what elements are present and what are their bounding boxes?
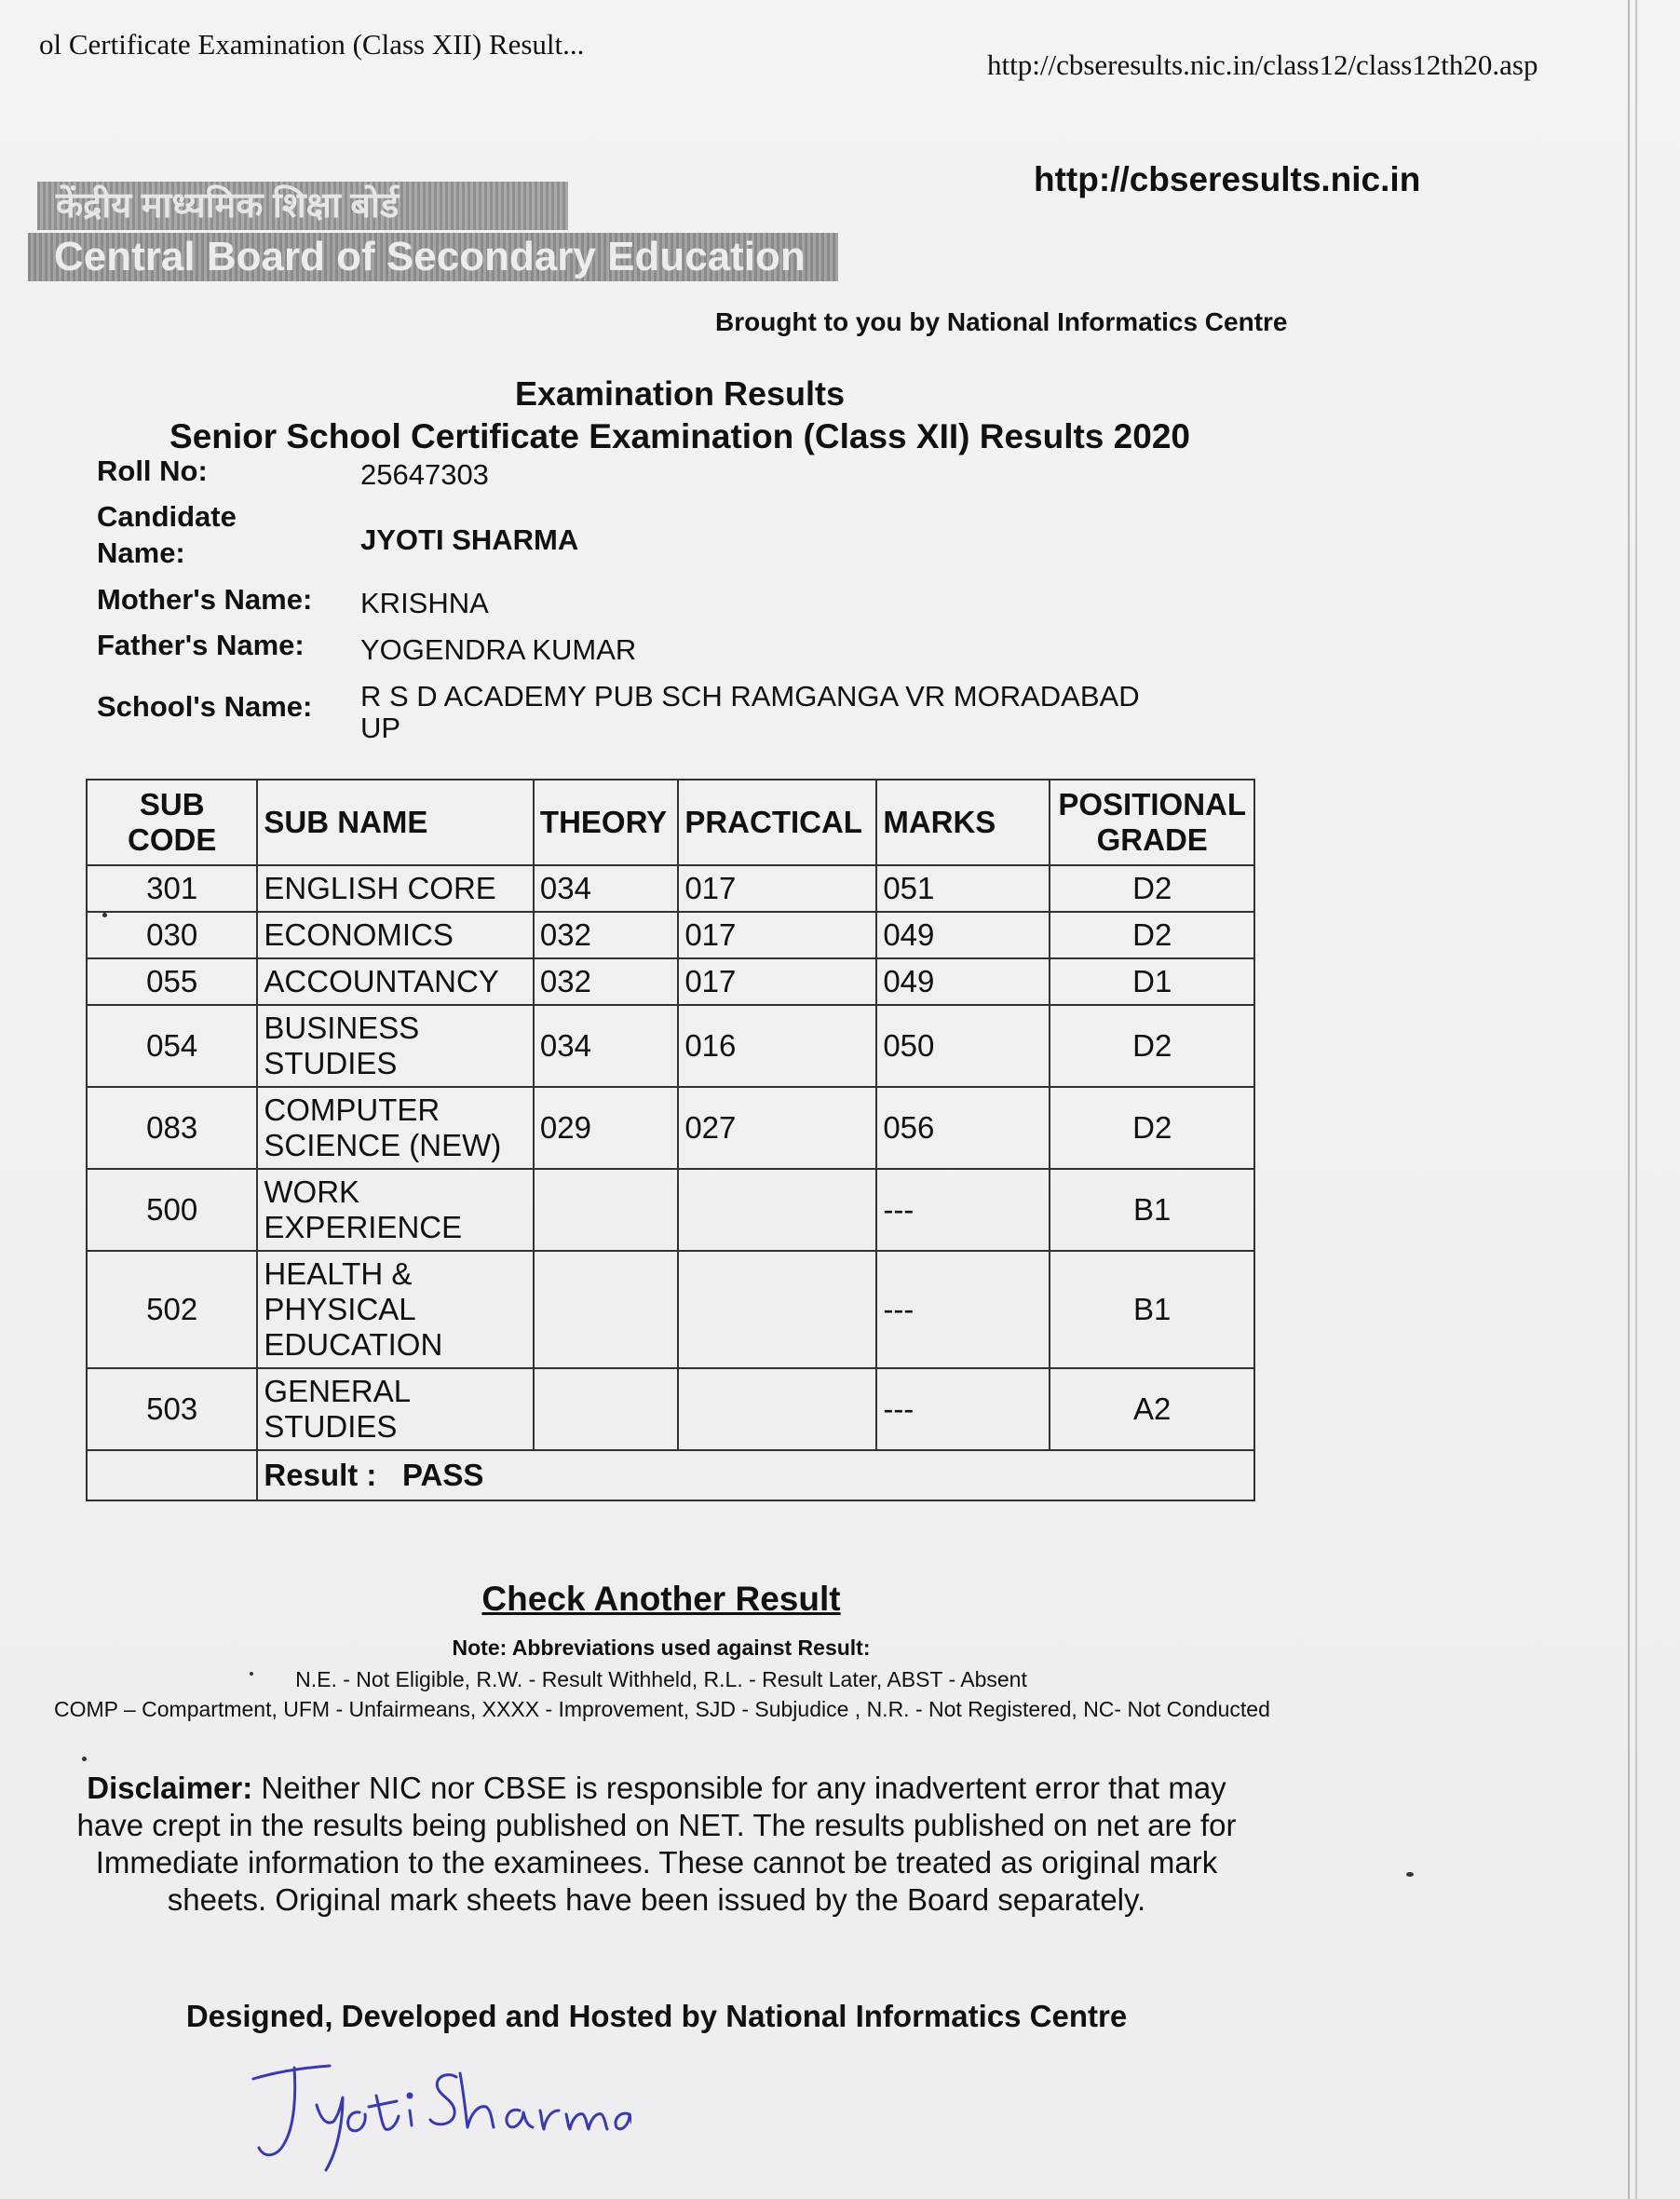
- total-marks: 049: [876, 912, 1050, 958]
- result-label: Result :: [264, 1458, 377, 1492]
- sub-code: 054: [87, 1005, 257, 1087]
- positional-grade: D2: [1050, 1005, 1254, 1087]
- total-marks: ---: [876, 1368, 1050, 1450]
- practical-marks: 027: [678, 1087, 876, 1169]
- mother-name-label: Mother's Name:: [97, 583, 313, 616]
- table-row: [87, 1169, 1254, 1251]
- header-theory: THEORY: [534, 780, 678, 865]
- disclaimer-text: Neither NIC nor CBSE is responsible for any inadvertent error that may have crept in the results being published on NET. The results published on net are for Immediate information to the examinees. These cannot be treated as original mark sheets. Original mark sheets have been issued by the Board separately.: [76, 1771, 1237, 1917]
- sub-name-text: ACCOUNTANCY: [264, 964, 499, 998]
- note-abbreviations-line: COMP – Compartment, UFM - Unfairmeans, XXXX - Improvement, SJD - Subjudice , N.R. - Not Registered, NC- Not Conducted: [54, 1697, 1270, 1721]
- practical-marks: [678, 1251, 876, 1368]
- signature-drawing: [240, 2040, 631, 2179]
- sub-name-text: STUDIES: [264, 1046, 398, 1080]
- father-name-label: Father's Name:: [97, 629, 305, 661]
- header-marks: MARKS: [876, 780, 1050, 865]
- header-text: SUB: [139, 787, 205, 821]
- theory-marks: [534, 1368, 678, 1450]
- practical-marks: 016: [678, 1005, 876, 1087]
- result-empty-cell: [87, 1450, 257, 1500]
- logo-hindi-text: केंद्रीय माध्यमिक शिक्षा बोर्ड: [37, 182, 568, 230]
- table-row: [87, 1005, 1254, 1087]
- header-text: POSITIONAL: [1058, 787, 1247, 821]
- scan-edge-line: [1635, 0, 1637, 2199]
- sub-name-text: HEALTH &: [264, 1256, 413, 1291]
- theory-marks: 034: [534, 865, 678, 912]
- table-row: [87, 1368, 1254, 1450]
- total-marks: 051: [876, 865, 1050, 912]
- header-text: CODE: [128, 822, 217, 857]
- note-abbreviations-line: N.E. - Not Eligible, R.W. - Result Withheld, R.L. - Result Later, ABST - Absent: [295, 1667, 1027, 1691]
- roll-label: Roll No:: [97, 455, 208, 487]
- sub-code: 055: [87, 958, 257, 1005]
- table-row: [87, 912, 1254, 958]
- school-name-label: School's Name:: [97, 690, 313, 723]
- table-row: [87, 1251, 1254, 1368]
- candidate-name-label: Candidate: [97, 500, 237, 533]
- theory-marks: 032: [534, 912, 678, 958]
- sub-name-text: PHYSICAL: [264, 1292, 416, 1326]
- disclaimer: [65, 1770, 1248, 1919]
- sub-name: [257, 1005, 534, 1087]
- total-marks: ---: [876, 1251, 1050, 1368]
- scan-speck: [82, 1757, 87, 1761]
- print-header-title: ol Certificate Examination (Class XII) Result...: [39, 28, 585, 61]
- candidate-name-label: Name:: [97, 536, 185, 569]
- theory-marks: 029: [534, 1087, 678, 1169]
- candidate-name: JYOTI SHARMA: [360, 523, 579, 556]
- theory-marks: 034: [534, 1005, 678, 1087]
- practical-marks: 017: [678, 865, 876, 912]
- scan-speck: [250, 1672, 253, 1676]
- sub-code: 503: [87, 1368, 257, 1450]
- sub-name: [257, 1368, 534, 1450]
- disclaimer-label: Disclaimer:: [87, 1771, 253, 1805]
- practical-marks: [678, 1169, 876, 1251]
- sub-name: [257, 1251, 534, 1368]
- practical-marks: 017: [678, 912, 876, 958]
- theory-marks: [534, 1251, 678, 1368]
- roll-number: 25647303: [360, 458, 489, 491]
- exam-title: Examination Results: [514, 374, 846, 413]
- sub-name-text: EXPERIENCE: [264, 1210, 463, 1244]
- marks-table: [86, 779, 1255, 1501]
- positional-grade: B1: [1050, 1251, 1254, 1368]
- sub-name: [257, 958, 534, 1005]
- sub-name: [257, 1169, 534, 1251]
- note-title: Note: Abbreviations used against Result:: [452, 1636, 871, 1660]
- total-marks: ---: [876, 1169, 1050, 1251]
- check-another-result-link[interactable]: Check Another Result: [481, 1580, 841, 1618]
- cbse-logo-banner: [28, 182, 838, 284]
- header-sub-name: SUB NAME: [257, 780, 534, 865]
- sub-code: 500: [87, 1169, 257, 1251]
- logo-english-text: Central Board of Secondary Education: [28, 233, 838, 281]
- sub-name-text: EDUCATION: [264, 1327, 443, 1362]
- exam-subtitle: Senior School Certificate Examination (Class XII) Results 2020: [169, 417, 1190, 455]
- handwritten-signature: [240, 2040, 631, 2184]
- sub-name-text: BUSINESS: [264, 1011, 420, 1045]
- school-name-continued: UP: [360, 712, 401, 744]
- scan-speck: [1406, 1872, 1414, 1877]
- school-name: R S D ACADEMY PUB SCH RAMGANGA VR MORADABAD: [360, 680, 1140, 713]
- father-name: YOGENDRA KUMAR: [360, 633, 637, 666]
- print-header-url: http://cbseresults.nic.in/class12/class12th20.asp: [987, 48, 1538, 81]
- sub-name-text: ENGLISH CORE: [264, 871, 496, 905]
- total-marks: 056: [876, 1087, 1050, 1169]
- theory-marks: [534, 1169, 678, 1251]
- table-row: [87, 865, 1254, 912]
- sub-name: [257, 1087, 534, 1169]
- header-text: GRADE: [1096, 822, 1208, 857]
- sub-name-text: GENERAL: [264, 1374, 412, 1408]
- sub-name-text: COMPUTER: [264, 1093, 440, 1127]
- header-positional-grade: [1050, 780, 1254, 865]
- table-row: [87, 1087, 1254, 1169]
- sub-name: [257, 865, 534, 912]
- table-header-row: [87, 780, 1254, 865]
- positional-grade: A2: [1050, 1368, 1254, 1450]
- positional-grade: B1: [1050, 1169, 1254, 1251]
- brought-by-text: Brought to you by National Informatics Centre: [715, 307, 1288, 336]
- positional-grade: D2: [1050, 912, 1254, 958]
- sub-code: 502: [87, 1251, 257, 1368]
- header-practical: PRACTICAL: [678, 780, 876, 865]
- positional-grade: D2: [1050, 1087, 1254, 1169]
- sub-name: [257, 912, 534, 958]
- practical-marks: 017: [678, 958, 876, 1005]
- total-marks: 049: [876, 958, 1050, 1005]
- sub-name-text: STUDIES: [264, 1409, 398, 1444]
- positional-grade: D1: [1050, 958, 1254, 1005]
- site-url[interactable]: http://cbseresults.nic.in: [1034, 160, 1421, 198]
- practical-marks: [678, 1368, 876, 1450]
- sub-code: 083: [87, 1087, 257, 1169]
- sub-name-text: ECONOMICS: [264, 917, 454, 952]
- scan-speck: [102, 913, 107, 917]
- theory-marks: 032: [534, 958, 678, 1005]
- scan-edge-line: [1628, 0, 1630, 2199]
- result-row: [87, 1450, 1254, 1500]
- sub-name-text: WORK: [264, 1174, 360, 1209]
- result-value: PASS: [401, 1458, 484, 1492]
- positional-grade: D2: [1050, 865, 1254, 912]
- total-marks: 050: [876, 1005, 1050, 1087]
- sub-code: 301: [87, 865, 257, 912]
- header-sub-code: [87, 780, 257, 865]
- footer-credit: Designed, Developed and Hosted by National Informatics Centre: [185, 1999, 1128, 2033]
- sub-code: 030: [87, 912, 257, 958]
- table-row: [87, 958, 1254, 1005]
- result-cell: [257, 1450, 1254, 1500]
- sub-name-text: SCIENCE (NEW): [264, 1128, 502, 1162]
- mother-name: KRISHNA: [360, 587, 489, 619]
